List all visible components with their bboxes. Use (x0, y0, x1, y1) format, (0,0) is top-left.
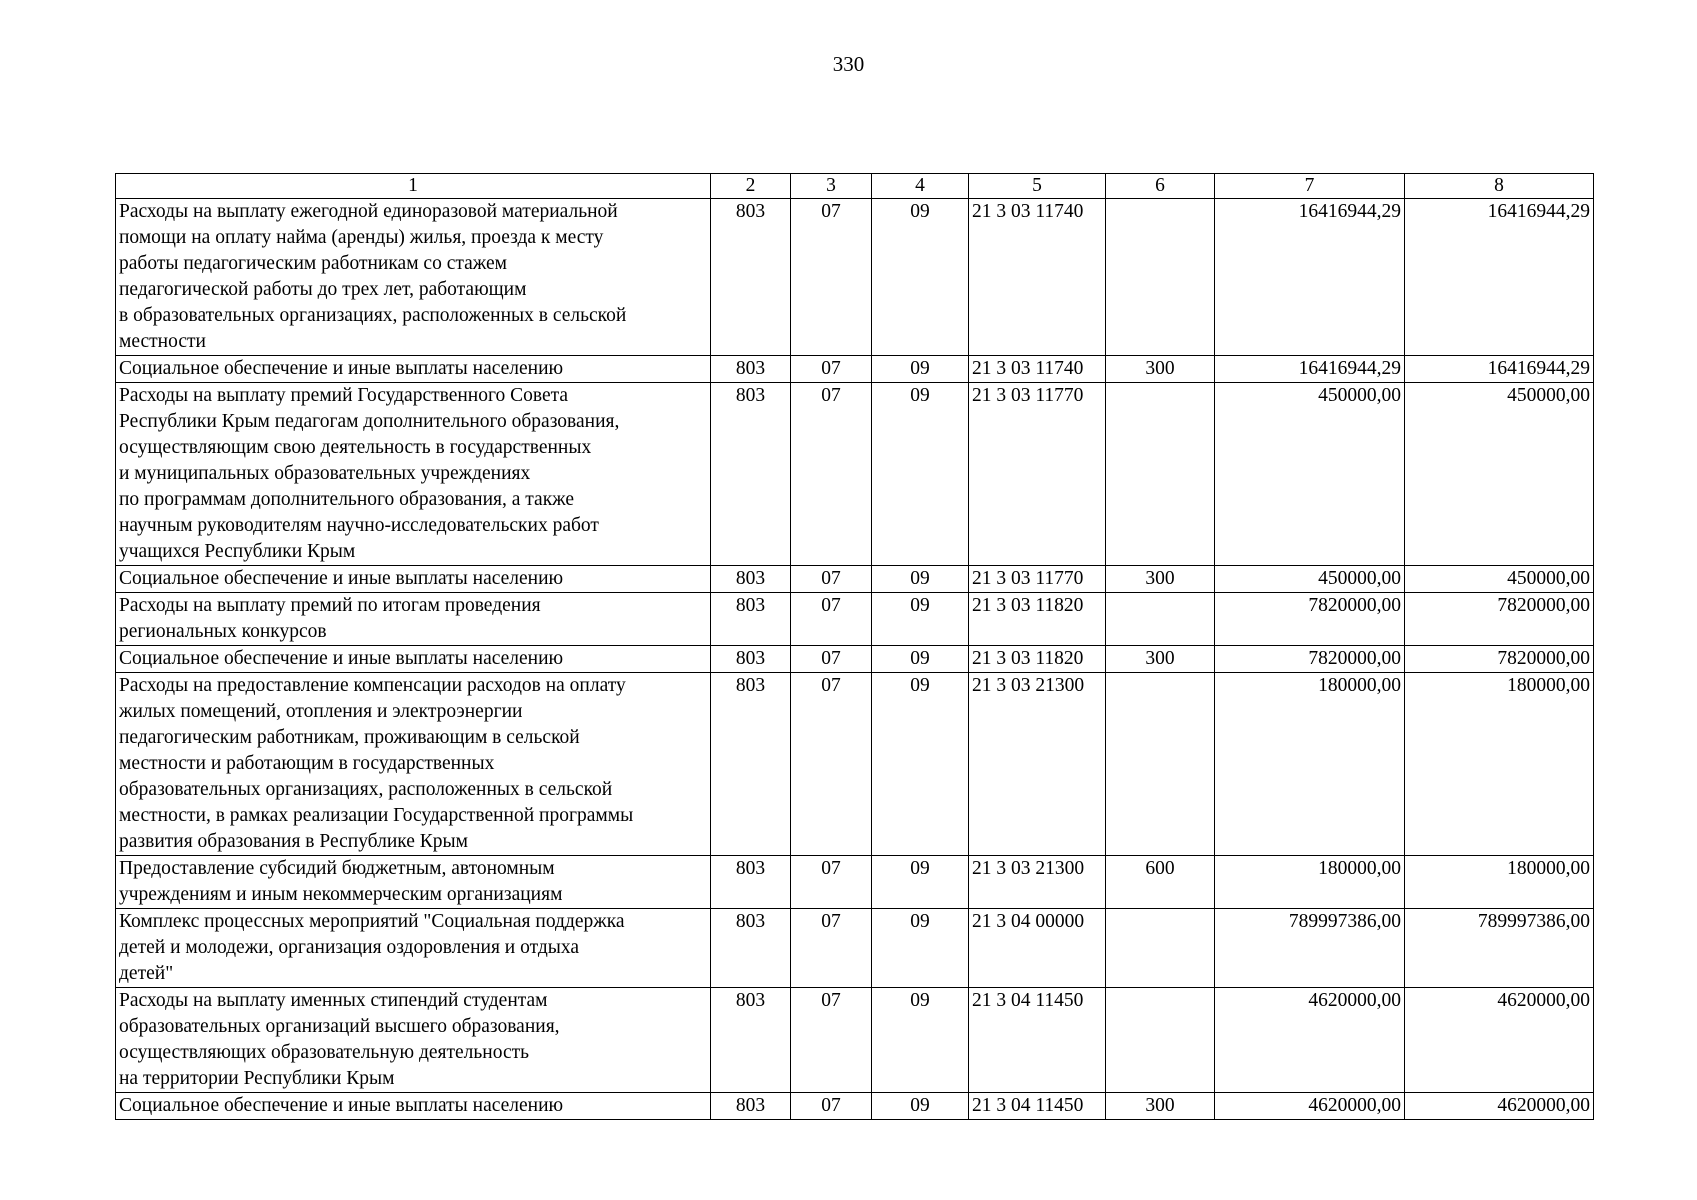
target-article-cell: 21 3 03 11770 (969, 566, 1106, 593)
amount-year1-cell: 789997386,00 (1215, 909, 1405, 988)
column-header: 8 (1405, 174, 1594, 199)
ministry-code-cell: 803 (711, 1093, 791, 1120)
amount-year1-cell: 180000,00 (1215, 856, 1405, 909)
amount-year2-cell: 16416944,29 (1405, 199, 1594, 356)
expense-type-cell (1106, 199, 1215, 356)
expense-type-cell (1106, 593, 1215, 646)
column-header: 5 (969, 174, 1106, 199)
section-code-cell: 07 (791, 566, 872, 593)
target-article-cell: 21 3 04 00000 (969, 909, 1106, 988)
ministry-code-cell: 803 (711, 673, 791, 856)
amount-year2-cell: 4620000,00 (1405, 1093, 1594, 1120)
amount-year2-cell: 4620000,00 (1405, 988, 1594, 1093)
page-number: 330 (832, 52, 865, 76)
column-header: 3 (791, 174, 872, 199)
table-row (116, 199, 1594, 356)
amount-year2-cell: 7820000,00 (1405, 646, 1594, 673)
table-row (116, 593, 1594, 646)
expense-type-cell: 300 (1106, 356, 1215, 383)
table-row (116, 383, 1594, 566)
expense-name-cell: Расходы на выплату ежегодной единоразовой материальной помощи на оплату найма (аренды) жилья, проезда к месту работы педагогическим работникам со стажем педагогической работы до трех лет, работающим в образовательных организациях, расположенных в сельской местности (116, 199, 711, 356)
amount-year1-cell: 4620000,00 (1215, 988, 1405, 1093)
subsection-code-cell: 09 (872, 673, 969, 856)
amount-year2-cell: 16416944,29 (1405, 356, 1594, 383)
table-row (116, 988, 1594, 1093)
budget-table (115, 173, 1594, 1120)
section-code-cell: 07 (791, 1093, 872, 1120)
subsection-code-cell: 09 (872, 593, 969, 646)
ministry-code-cell: 803 (711, 988, 791, 1093)
expense-type-cell (1106, 909, 1215, 988)
ministry-code-cell: 803 (711, 356, 791, 383)
expense-type-cell: 600 (1106, 856, 1215, 909)
expense-type-cell (1106, 988, 1215, 1093)
section-code-cell: 07 (791, 646, 872, 673)
subsection-code-cell: 09 (872, 356, 969, 383)
subsection-code-cell: 09 (872, 856, 969, 909)
expense-type-cell: 300 (1106, 566, 1215, 593)
target-article-cell: 21 3 03 21300 (969, 673, 1106, 856)
amount-year1-cell: 450000,00 (1215, 383, 1405, 566)
amount-year1-cell: 16416944,29 (1215, 199, 1405, 356)
section-code-cell: 07 (791, 909, 872, 988)
ministry-code-cell: 803 (711, 383, 791, 566)
column-header: 1 (116, 174, 711, 199)
subsection-code-cell: 09 (872, 199, 969, 356)
column-header: 6 (1106, 174, 1215, 199)
target-article-cell: 21 3 03 11740 (969, 199, 1106, 356)
table-row (116, 1093, 1594, 1120)
table-body (116, 199, 1594, 1120)
expense-name-cell: Предоставление субсидий бюджетным, автономным учреждениям и иным некоммерческим организациям (116, 856, 711, 909)
section-code-cell: 07 (791, 988, 872, 1093)
amount-year2-cell: 450000,00 (1405, 566, 1594, 593)
ministry-code-cell: 803 (711, 566, 791, 593)
expense-type-cell (1106, 673, 1215, 856)
table-row (116, 673, 1594, 856)
subsection-code-cell: 09 (872, 646, 969, 673)
subsection-code-cell: 09 (872, 1093, 969, 1120)
expense-name-cell: Расходы на выплату именных стипендий студентам образовательных организаций высшего образования, осуществляющих образовательную деятельность на территории Республики Крым (116, 988, 711, 1093)
expense-name-cell: Социальное обеспечение и иные выплаты населению (116, 646, 711, 673)
expense-name-cell: Расходы на предоставление компенсации расходов на оплату жилых помещений, отопления и электроэнергии педагогическим работникам, проживающим в сельской местности и работающим в государственных образовательных организациях, расположенных в сельской местности, в рамках реализации Государственной программы развития образования в Республике Крым (116, 673, 711, 856)
amount-year1-cell: 180000,00 (1215, 673, 1405, 856)
table-row (116, 856, 1594, 909)
amount-year1-cell: 7820000,00 (1215, 593, 1405, 646)
subsection-code-cell: 09 (872, 909, 969, 988)
target-article-cell: 21 3 03 11820 (969, 593, 1106, 646)
amount-year2-cell: 180000,00 (1405, 673, 1594, 856)
amount-year1-cell: 16416944,29 (1215, 356, 1405, 383)
amount-year1-cell: 4620000,00 (1215, 1093, 1405, 1120)
table-row (116, 356, 1594, 383)
expense-type-cell (1106, 383, 1215, 566)
section-code-cell: 07 (791, 673, 872, 856)
target-article-cell: 21 3 03 11770 (969, 383, 1106, 566)
expense-name-cell: Комплекс процессных мероприятий "Социальная поддержка детей и молодежи, организация оздоровления и отдыха детей" (116, 909, 711, 988)
target-article-cell: 21 3 03 11740 (969, 356, 1106, 383)
expense-type-cell: 300 (1106, 1093, 1215, 1120)
section-code-cell: 07 (791, 199, 872, 356)
ministry-code-cell: 803 (711, 646, 791, 673)
section-code-cell: 07 (791, 383, 872, 566)
subsection-code-cell: 09 (872, 383, 969, 566)
column-header: 2 (711, 174, 791, 199)
target-article-cell: 21 3 03 21300 (969, 856, 1106, 909)
header-row (116, 174, 1594, 199)
column-header: 7 (1215, 174, 1405, 199)
target-article-cell: 21 3 03 11820 (969, 646, 1106, 673)
amount-year2-cell: 180000,00 (1405, 856, 1594, 909)
ministry-code-cell: 803 (711, 909, 791, 988)
ministry-code-cell: 803 (711, 593, 791, 646)
ministry-code-cell: 803 (711, 856, 791, 909)
amount-year1-cell: 7820000,00 (1215, 646, 1405, 673)
expense-name-cell: Расходы на выплату премий по итогам проведения региональных конкурсов (116, 593, 711, 646)
target-article-cell: 21 3 04 11450 (969, 988, 1106, 1093)
expense-type-cell: 300 (1106, 646, 1215, 673)
amount-year1-cell: 450000,00 (1215, 566, 1405, 593)
ministry-code-cell: 803 (711, 199, 791, 356)
subsection-code-cell: 09 (872, 566, 969, 593)
subsection-code-cell: 09 (872, 988, 969, 1093)
column-header: 4 (872, 174, 969, 199)
table-row (116, 909, 1594, 988)
expense-name-cell: Социальное обеспечение и иные выплаты населению (116, 566, 711, 593)
section-code-cell: 07 (791, 593, 872, 646)
amount-year2-cell: 450000,00 (1405, 383, 1594, 566)
amount-year2-cell: 7820000,00 (1405, 593, 1594, 646)
expense-name-cell: Социальное обеспечение и иные выплаты населению (116, 1093, 711, 1120)
expense-name-cell: Социальное обеспечение и иные выплаты населению (116, 356, 711, 383)
section-code-cell: 07 (791, 356, 872, 383)
table-row (116, 646, 1594, 673)
amount-year2-cell: 789997386,00 (1405, 909, 1594, 988)
table-row (116, 566, 1594, 593)
target-article-cell: 21 3 04 11450 (969, 1093, 1106, 1120)
expense-name-cell: Расходы на выплату премий Государственного Совета Республики Крым педагогам дополнительного образования, осуществляющим свою деятельность в государственных и муниципальных образовательных учреждениях по программам дополнительного образования, а также научным руководителям научно-исследовательских работ учащихся Республики Крым (116, 383, 711, 566)
section-code-cell: 07 (791, 856, 872, 909)
